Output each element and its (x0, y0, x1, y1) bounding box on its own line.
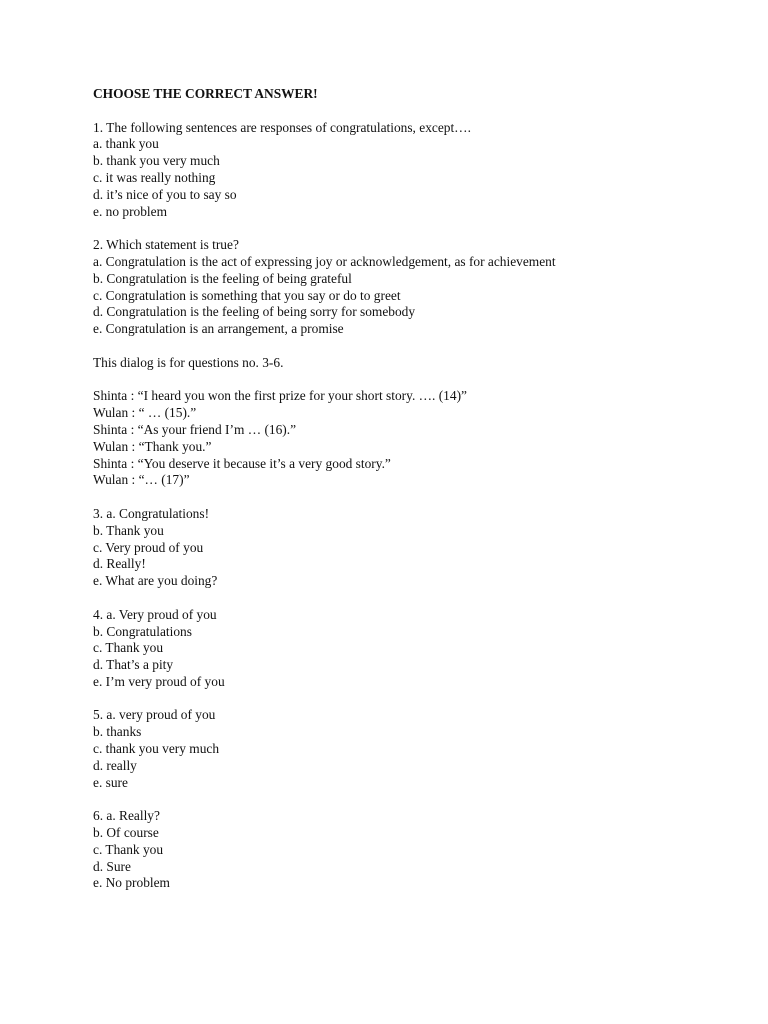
question-4-option-b: b. Congratulations (93, 623, 192, 639)
question-1-option-c: c. it was really nothing (93, 169, 216, 185)
question-3-option-b: b. Thank you (93, 522, 164, 538)
dialog-line: Shinta : “I heard you won the first prize for your short story. …. (14)” (93, 388, 467, 404)
question-3-option-a: 3. a. Congratulations! (93, 505, 210, 521)
question-6-option-a: 6. a. Really? (93, 808, 160, 824)
question-6 (93, 808, 733, 892)
question-2-option-c: c. Congratulation is something that you say or do to greet (93, 287, 401, 303)
question-2-option-a: a. Congratulation is the act of expressing joy or acknowledgement, as for achievement (93, 253, 556, 269)
question-6-option-b: b. Of course (93, 825, 159, 841)
question-4 (93, 607, 733, 691)
question-5-option-a: 5. a. very proud of you (93, 707, 216, 723)
question-5 (93, 707, 733, 791)
dialog (93, 388, 733, 489)
question-3-option-d: d. Really! (93, 556, 146, 572)
question-4-option-d: d. That’s a pity (93, 657, 174, 673)
question-2-option-b: b. Congratulation is the feeling of being grateful (93, 270, 352, 286)
dialog-line: Shinta : “You deserve it because it’s a very good story.” (93, 455, 391, 471)
question-6-option-e: e. No problem (93, 875, 170, 891)
dialog-line: Wulan : “ … (15).” (93, 405, 197, 421)
question-4-option-a: 4. a. Very proud of you (93, 606, 217, 622)
question-2-option-d: d. Congratulation is the feeling of being sorry for somebody (93, 304, 416, 320)
question-5-option-e: e. sure (93, 774, 128, 790)
worksheet-title: CHOOSE THE CORRECT ANSWER! (93, 86, 318, 101)
question-5-option-b: b. thanks (93, 724, 142, 740)
question-5-option-c: c. thank you very much (93, 741, 220, 757)
question-1-stem: 1. The following sentences are responses of congratulations, except…. (93, 119, 471, 135)
dialog-line: Wulan : “Thank you.” (93, 438, 212, 454)
question-1-option-b: b. thank you very much (93, 153, 220, 169)
question-1 (93, 120, 733, 221)
question-4-option-c: c. Thank you (93, 640, 164, 656)
question-4-option-e: e. I’m very proud of you (93, 673, 225, 689)
question-1-option-a: a. thank you (93, 136, 159, 152)
dialog-intro: This dialog is for questions no. 3-6. (93, 354, 284, 370)
question-1-option-e: e. no problem (93, 203, 168, 219)
question-2-option-e: e. Congratulation is an arrangement, a promise (93, 321, 344, 337)
question-5-option-d: d. really (93, 757, 137, 773)
question-3-option-e: e. What are you doing? (93, 573, 218, 589)
dialog-line: Wulan : “… (17)” (93, 472, 190, 488)
question-6-option-d: d. Sure (93, 858, 131, 874)
question-3 (93, 506, 733, 590)
question-6-option-c: c. Thank you (93, 841, 164, 857)
question-2-stem: 2. Which statement is true? (93, 237, 239, 253)
dialog-line: Shinta : “As your friend I’m … (16).” (93, 421, 297, 437)
question-3-option-c: c. Very proud of you (93, 539, 204, 555)
question-2 (93, 237, 733, 338)
question-1-option-d: d. it’s nice of you to say so (93, 186, 237, 202)
worksheet-page (93, 86, 733, 909)
dialog-intro-block (93, 355, 733, 372)
